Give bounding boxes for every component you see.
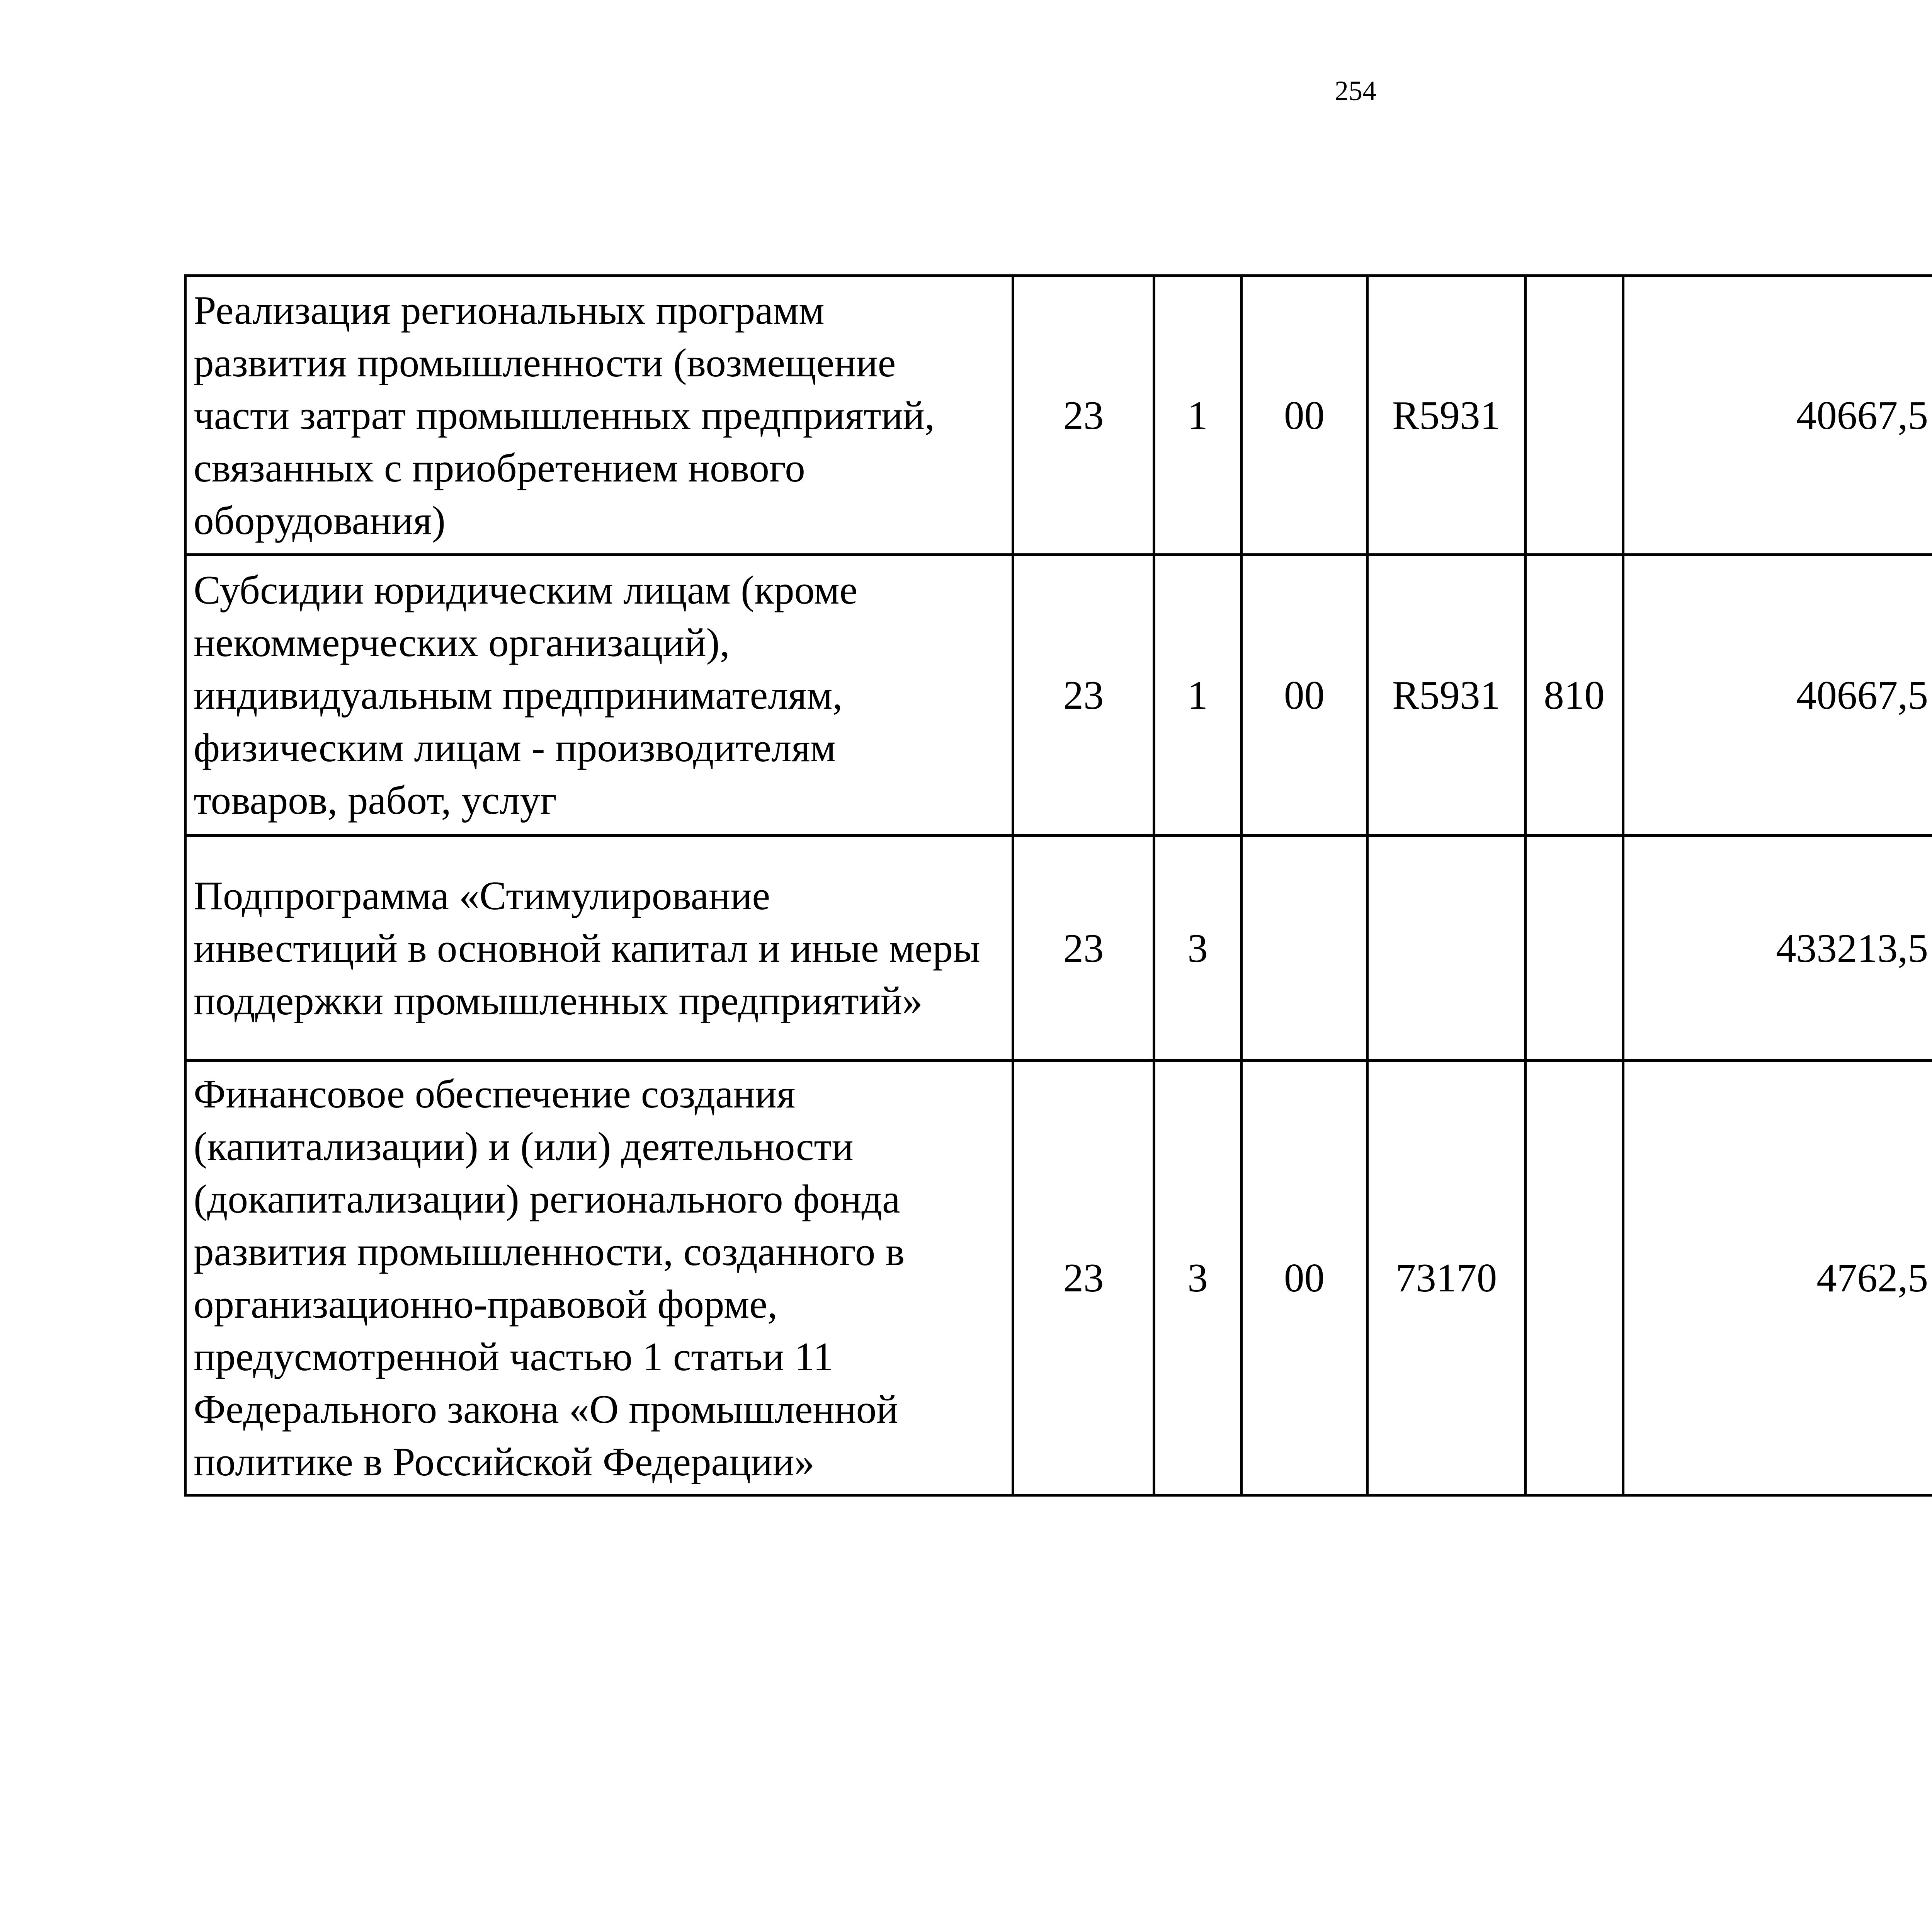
amount-cell: 40667,5	[1623, 555, 1932, 836]
code-cell: R5931	[1367, 555, 1526, 836]
code-cell: 00	[1242, 276, 1367, 555]
row-description: Подпрограмма «Стимулирование инвестиций в основной капитал и иные меры поддержки промышленных предприятий»	[185, 836, 1013, 1061]
code-cell: 810	[1526, 555, 1623, 836]
table-row	[185, 1061, 1932, 1495]
amount-cell: 40667,5	[1623, 276, 1932, 555]
amount-cell: 4762,5	[1623, 1061, 1932, 1495]
code-cell: 00	[1242, 555, 1367, 836]
table-row	[185, 555, 1932, 836]
code-cell: 1	[1154, 276, 1242, 555]
code-cell: 23	[1013, 836, 1154, 1061]
code-cell: 3	[1154, 1061, 1242, 1495]
code-cell	[1242, 836, 1367, 1061]
table-row	[185, 836, 1932, 1061]
code-cell	[1526, 276, 1623, 555]
code-cell: 3	[1154, 836, 1242, 1061]
code-cell: 23	[1013, 555, 1154, 836]
code-cell: 1	[1154, 555, 1242, 836]
budget-table	[184, 274, 1932, 1497]
row-description: Субсидии юридическим лицам (кроме некоммерческих организаций), индивидуальным предпринимателям, физическим лицам - производителям товаров, работ, услуг	[185, 555, 1013, 836]
row-description: Реализация региональных программ развития промышленности (возмещение части затрат промышленных предприятий, связанных с приобретением нового оборудования)	[185, 276, 1013, 555]
code-cell: 73170	[1367, 1061, 1526, 1495]
code-cell: 23	[1013, 276, 1154, 555]
code-cell: 23	[1013, 1061, 1154, 1495]
code-cell	[1367, 836, 1526, 1061]
amount-cell: 433213,5	[1623, 836, 1932, 1061]
table-row	[185, 276, 1932, 555]
code-cell	[1526, 1061, 1623, 1495]
code-cell: 00	[1242, 1061, 1367, 1495]
page-number: 254	[1335, 75, 1376, 106]
code-cell: R5931	[1367, 276, 1526, 555]
code-cell	[1526, 836, 1623, 1061]
row-description: Финансовое обеспечение создания (капитализации) и (или) деятельности (докапитализации) регионального фонда развития промышленности, созданного в организационно-правовой форме, предусмотренной частью 1 статьи 11 Федерального закона «О промышленной политике в Российской Федерации»	[185, 1061, 1013, 1495]
